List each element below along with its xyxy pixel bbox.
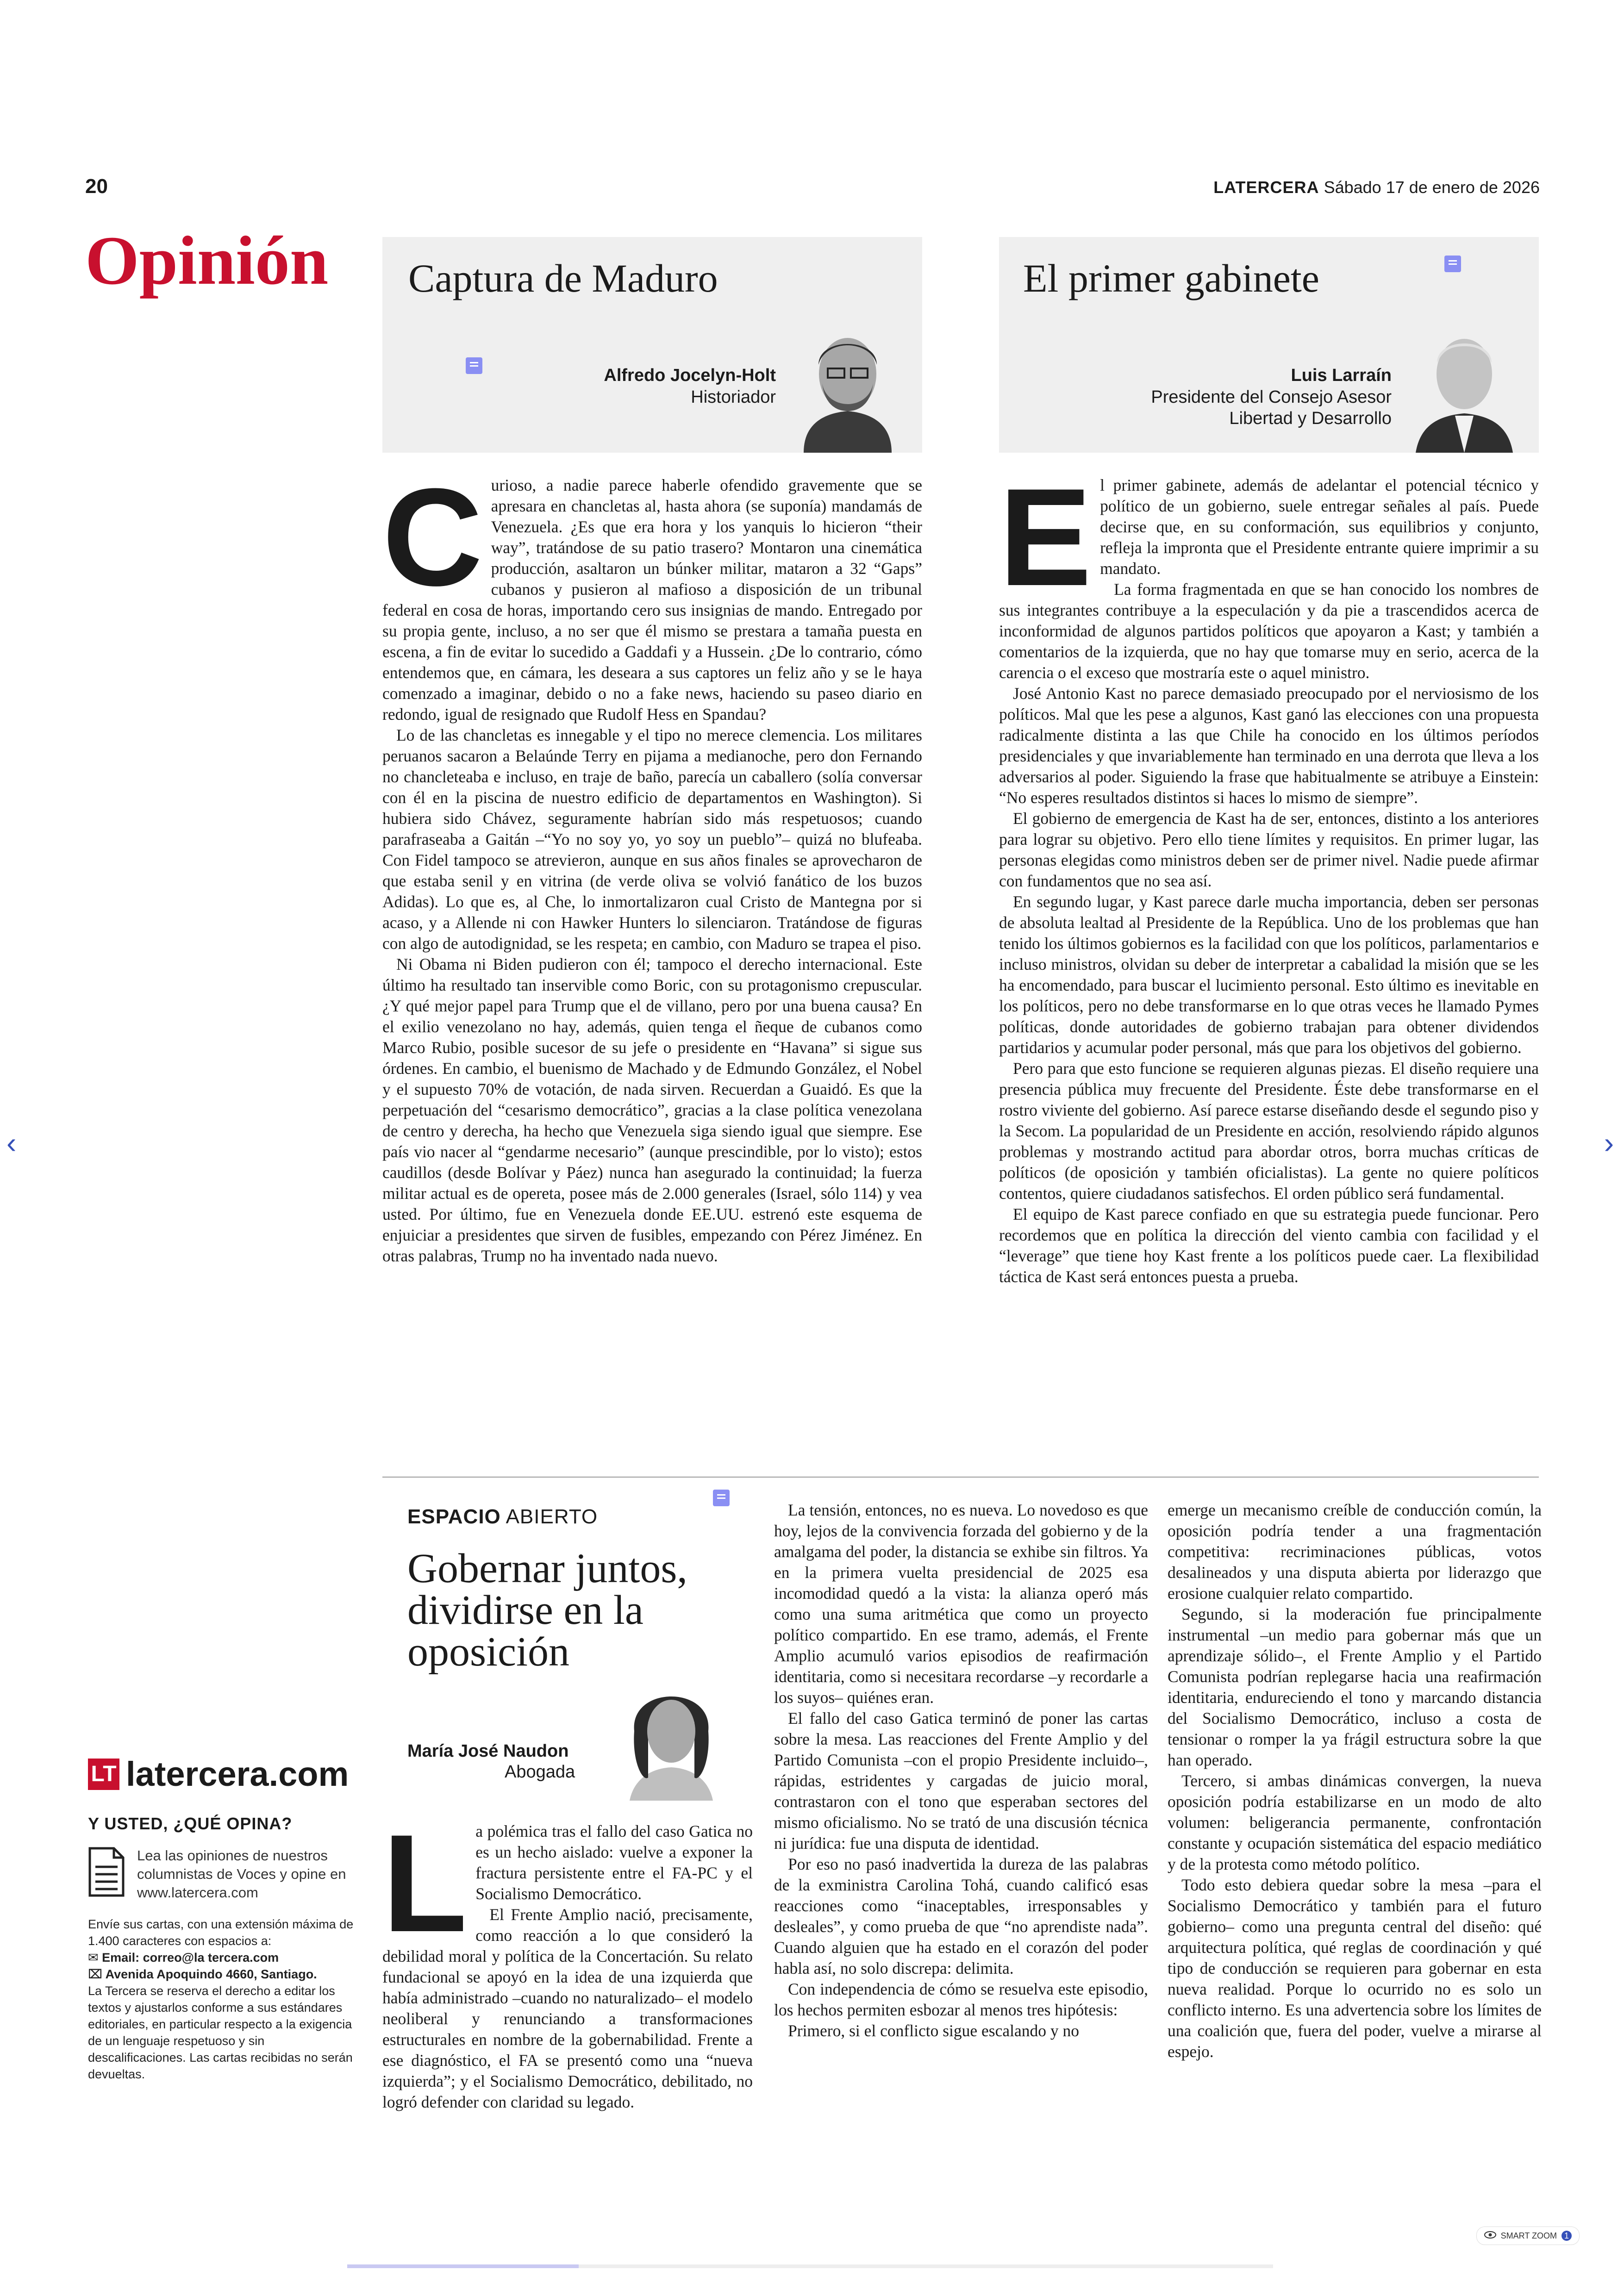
latercera-logo[interactable]	[88, 1754, 356, 1794]
paragraph: La tensión, entonces, no es nueva. Lo novedoso es que hoy, lejos de la convivencia forzada del gobierno y de la amalgama del poder, la distancia se exhibe sin filtros. Ya en la primera vuelta presidencial de 2025 esa incomodidad quedó a la vista: la alianza operó más como una suma aritmética que como un proyecto político compartido. En ese tramo, además, el Frente Amplio acumuló varios episodios de reafirmación identitaria, como si necesitara recordarse –y recordarle a los suyos– quiénes eran.	[774, 1501, 1148, 1707]
column2-header	[999, 237, 1539, 453]
column2-body	[999, 475, 1539, 1452]
column2-author-portrait	[1411, 318, 1518, 453]
paragraph: Con independencia de cómo se resuelva este episodio, los hechos permiten esbozar al menos tres hipótesis:	[774, 1980, 1148, 2019]
sidebar	[88, 1754, 356, 2083]
column1-body	[382, 475, 922, 1452]
section-title: Opinión	[85, 222, 329, 299]
espacio-abierto-author-portrait	[611, 1666, 731, 1801]
paragraph: La polémica tras el fallo del caso Gatica no es un hecho aislado: vuelve a exponer la fractura persistente entre el FA-PC y el Socialismo Democrático.	[382, 1821, 753, 1961]
paragraph: En segundo lugar, y Kast parece darle mucha importancia, deben ser personas de absoluta lealtad al Presidente de la República. Uno de los problemas que han tenido los últimos gobiernos es la facilidad con que los políticos, parlamentarios e incluso ministros, olvidan su deber de interpretar a cabalidad la misión que se les ha encomendado, para buscar el lucimiento personal. Esto último es inevitable en los políticos, pero no debe transformarse en lo que otras veces he llamado Pymes políticas, donde autoridades de gobierno trabajan para obtener dividendos partidarios y acumular poder personal, más que para los objetivos del gobierno.	[999, 892, 1539, 1057]
espacio-label-light: ABIERTO	[506, 1505, 598, 1528]
paragraph: El Frente Amplio nació, precisamente, como reacción a lo que consideró la debilidad moral y política de la Concertación. Su relato fundacional se apoyó en la idea de una izquierda que había administrado –cuando no naturalizado– el modelo neoliberal y renunciando a transformaciones estructurales en nombre de la gobernabilidad. Frente a ese diagnóstico, el FA se presentó como una “nueva izquierda”; y el Socialismo Democrático, debilitado, no logró defender con claridad su legado.	[382, 1905, 753, 2111]
masthead	[1213, 178, 1540, 197]
paragraph: Ni Obama ni Biden pudieron con él; tampoco el derecho internacional. Este último ha resultado tan inservible como Boric, con su protagonismo crepuscular. ¿Y qué mejor papel para Trump que el de villano, pero por una buena causa? En el exilio venezolano no hay, además, quien tenga el ñeque de cubanos como Marco Rubio, posible sucesor de su jefe o presidente en “Havana” si sigue sus órdenes. En cambio, el buenismo de Machado y de Edmundo González, el Nobel y el supuesto 70% de votación, de nada sirven. Recuerdan a Guaidó. Es que la perpetuación del “cesarismo democrático”, gracias a la clase política venezolana de centro y derecha, ha hecho que Venezuela siga siendo igual que siempre. Ese país vio nacer al “gendarme necesario” (aunque prescindible, por lo visto); estos caudillos (desde Bolívar y Páez) nunca han asegurado la continuidad; la fuerza militar actual es de opereta, posee más de 2.000 generales (Israel, sólo 114) y vea usted. Por último, fue en Venezuela donde EE.UU. estrenó este esquema de enjuiciar a presidentes que sirven de fusibles, empezando con Pérez Jiménez. En otras palabras, Trump no ha inventado nada nuevo.	[382, 955, 922, 1265]
espacio-abierto-label	[407, 1505, 598, 1528]
section-divider	[382, 1477, 1539, 1478]
paragraph: Tercero, si ambas dinámicas convergen, la nueva oposición podría estabilizarse en un modo de alto volumen: beligerancia permanente, confrontación constante y ocupación sistemática del espacio mediático y de la protesta como método político.	[1168, 1771, 1542, 1873]
page-number: 20	[85, 175, 108, 198]
mailbox-icon: ⌧	[88, 1967, 106, 1981]
espacio-abierto-title: Gobernar juntos, dividirse en la oposición	[407, 1546, 687, 1675]
paragraph: Lo de las chancletas es innegable y el tipo no merece clemencia. Los militares peruanos sacaron a Belaúnde Terry en pijama a medianoche, pero don Fernando no chancleteaba e incluso, en traje de baño, parecía un caballero (solía conversar con él en la piscina de nuestro edificio de departamentos en Washington). Si hubiera sido Chávez, seguramente habrían sido más respetuosos; cuando parafraseaba a Gaitán –“Yo no soy yo, yo soy un pueblo”– quizá no blufeaba. Con Fidel tampoco se atrevieron, aunque en sus años finales se aprovecharon de que estaba senil y en vitrina (de verde oliva se volvió fanático de los buzos Adidas). Lo que es, al Che, lo inmortalizaron cual Cristo de Mantegna por si acaso, y a Allende ni con Hawker Hunters lo silenciaron. Tratándose de figuras con algo de autodignidad, se les respeta; en cambio, con Maduro se trapea el piso.	[382, 726, 922, 953]
dropcap: L	[382, 1821, 468, 1961]
smart-zoom-badge: 1	[1562, 2231, 1572, 2241]
paragraph: emerge un mecanismo creíble de conducción común, la oposición podría tender a una fragmentación competitiva: recriminaciones públicas, votos desalineados y una disputa abierta por liderazgo que erosione cualquier relato compartido.	[1168, 1501, 1542, 1603]
paragraph: El fallo del caso Gatica terminó de poner las cartas sobre la mesa. Las reacciones del Frente Amplio y del Partido Comunista –con el propio Presidente incluido–, rápidas, estridentes y cargadas de juicio moral, contrastaron con el tono que esperaban sectores del mismo oficialismo. No se trató de una discusión técnica ni jurídica: fue una disputa de identidad.	[774, 1709, 1148, 1852]
issue-date: Sábado 17 de enero de 2026	[1324, 178, 1540, 197]
paragraph: Por eso no pasó inadvertida la dureza de las palabras de la exministra Carolina Tohá, cuando calificó esas reacciones como “inaceptables, irresponsables y desleales”, y como prueba de que “no aprendiste nada”. Cuando alguien que ha estado en el corazón del poder habla así, no solo discrepa: delimita.	[774, 1855, 1148, 1977]
paragraph: El primer gabinete, además de adelantar el potencial técnico y político de un gobierno, suele entregar señales al país. Puede decirse que, en su conformación, sus equilibrios y conjunto, refleja la impronta que el Presidente entrante quiere imprimir a su mandato.	[999, 475, 1539, 615]
bookmark-icon[interactable]	[466, 357, 482, 374]
sidebar-address: ⌧ Avenida Apoquindo 4660, Santiago.	[88, 1967, 317, 1981]
brand-name: LATERCERA	[1213, 178, 1319, 197]
paragraph: Curioso, a nadie parece haberle ofendido gravemente que se apresara en chancletas al, hasta ahora (se suponía) mandamás de Venezuela. ¿Es que era hora y los yanquis lo hicieron “their way”, tratándose de su patio trasero? Montaron una cinemática producción, asaltaron un búnker militar, mataron a 32 “Gaps” cubanos y pusieron al mafioso a disposición de un tribunal federal en cosa de horas, importando cero sus insignias de mando. Entregado por su propia gente, incluso, a no ser que él mismo se prestara a tamaña puesta en escena, a fin de evitar lo sucedido a Gaddafi y a Hussein. ¿De lo contrario, cómo entendemos que, en cámara, les deseara a sus captores un feliz año y se le haya comenzado a imaginar, debido o no a fake news, haciendo su paseo diario en redondo, igual de resignado que Rudolf Hess en Spandau?	[382, 475, 922, 723]
dropcap: E	[999, 475, 1092, 615]
espacio-abierto-role: Abogada	[505, 1762, 575, 1782]
prev-page-arrow[interactable]: ‹	[6, 1126, 17, 1160]
column2-role-line2: Libertad y Desarrollo	[1229, 409, 1392, 428]
document-icon	[88, 1846, 125, 1902]
lt-logo-text: latercera.com	[126, 1755, 349, 1793]
bookmark-icon[interactable]	[713, 1490, 730, 1506]
column1-title: Captura de Maduro	[408, 256, 718, 300]
column2-title: El primer gabinete	[1023, 256, 1319, 300]
sidebar-instructions: Envíe sus cartas, con una extensión máxima de 1.400 caracteres con espacios a:	[88, 1917, 354, 1948]
lt-logo-mark: LT	[88, 1759, 119, 1790]
next-page-arrow[interactable]: ›	[1604, 1126, 1614, 1160]
dropcap: C	[382, 475, 483, 615]
paragraph: El equipo de Kast parece confiado en que su estrategia puede funcionar. Pero recordemos que en política la dirección del viento cambia con facilidad y el “leverage” que tiene hoy Kast frente a los políticos puede caer. La flexibilidad táctica de Kast será entonces puesta a prueba.	[999, 1205, 1539, 1286]
espacio-abierto-col2	[774, 1500, 1148, 2148]
paragraph: La forma fragmentada en que se han conocido los nombres de sus integrantes contribuye a la especulación y da pie a trascendidos acerca de inconformidad de algunos partidos políticos que apoyaron a Kast; y también a comentarios de la izquierda, que no hay que tomarse muy en serio, acerca de la carencia o el exceso que mostraría este o aquel ministro.	[999, 580, 1539, 682]
sidebar-disclaimer: La Tercera se reserva el derecho a editar los textos y ajustarlos conforme a sus estándares editoriales, en particular respecto a la exigencia de un lenguaje respetuoso y sin descalificaciones. Las cartas recibidas no serán devueltas.	[88, 1984, 353, 2081]
paragraph: Pero para que esto funcione se requieren algunas piezas. El diseño requiere una presencia pública muy frecuente del Presidente. Éste debe transformarse en el rostro viviente del gobierno. Así parece estarse diseñando desde el segundo piso y la Secom. La popularidad de un Presidente en acción, resolviendo rápido algunos problemas y mostrando actitud para abordar otros, borra muchas críticas de políticos (de oposición y también oficialistas). La gente no quiere políticos contentos, quiere ciudadanos satisfechos. El orden público será fundamental.	[999, 1059, 1539, 1203]
espacio-abierto-col3	[1168, 1500, 1542, 2148]
sidebar-intro: Lea las opiniones de nuestros columnistas de Voces y opine en www.latercera.com	[137, 1847, 346, 1901]
sidebar-intro-block	[88, 1846, 356, 1902]
espacio-abierto-author: María José Naudon	[407, 1741, 569, 1761]
paragraph: José Antonio Kast no parece demasiado preocupado por el nerviosismo de los políticos. Mal que les pese a algunos, Kast ganó las elecciones con una propuesta radicalmente distinta a las que Chile ha conocido en los últimos períodos presidenciales y que invariablemente han terminado en una derrota que lleva a los adversarios al poder. Siguiendo la frase que habitualmente se atribuye a Einstein: “No esperes resultados distintos si haces lo mismo de siempre”.	[999, 684, 1539, 807]
paragraph: Primero, si el conflicto sigue escalando y no	[788, 2021, 1079, 2040]
espacio-abierto-col1	[382, 1821, 753, 2145]
column2-role-line1: Presidente del Consejo Asesor	[1151, 387, 1392, 407]
espacio-label-bold: ESPACIO	[407, 1505, 501, 1528]
smart-zoom-button[interactable]	[1476, 2226, 1580, 2245]
paragraph: El gobierno de emergencia de Kast ha de ser, entonces, distinto a los anteriores para lograr su objetivo. Pero ello tiene límites y requisitos. En primer lugar, las personas elegidas como ministros deben ser de primer nivel. Nadie puede afirmar con fundamentos que no sea así.	[999, 809, 1539, 890]
eye-icon	[1484, 2231, 1496, 2241]
bookmark-icon[interactable]	[1444, 256, 1461, 272]
column1-author-portrait	[794, 318, 901, 453]
paragraph: Todo esto debiera quedar sobre la mesa –para el Socialismo Democrático y también para el futuro gobierno– como una pregunta central del diseño: qué arquitectura política, qué reglas de coordinación y qué tipo de conducción se requieren para gobernar en esta nueva realidad. Porque lo ocurrido no es solo un conflicto interno. Es una advertencia sobre los límites de una coalición que, fuera del poder, vuelve a mirarse al espejo.	[1168, 1876, 1542, 2061]
column1-header	[382, 237, 922, 453]
paragraph: Segundo, si la moderación fue principalmente instrumental –un medio para gobernar más que un aprendizaje sólido–, el Frente Amplio y el Partido Comunista podrían replegarse hacia una reafirmación identitaria, endureciendo el tono y marcando distancia del Socialismo Democrático, incluso a costa de tensionar o romper la ya frágil estructura sobre la que han operado.	[1168, 1605, 1542, 1769]
smart-zoom-label: SMART ZOOM	[1500, 2231, 1557, 2240]
page-progress-fill	[347, 2264, 579, 2268]
sidebar-email[interactable]: ✉ Email: correo@la tercera.com	[88, 1951, 279, 1964]
column1-author: Alfredo Jocelyn-Holt	[604, 366, 776, 385]
sidebar-question: Y USTED, ¿QUÉ OPINA?	[88, 1814, 293, 1833]
column2-author: Luis Larraín	[1291, 366, 1392, 385]
envelope-icon: ✉	[88, 1951, 102, 1964]
page-progress-bar[interactable]	[347, 2264, 1273, 2268]
column1-role: Historiador	[691, 387, 776, 407]
